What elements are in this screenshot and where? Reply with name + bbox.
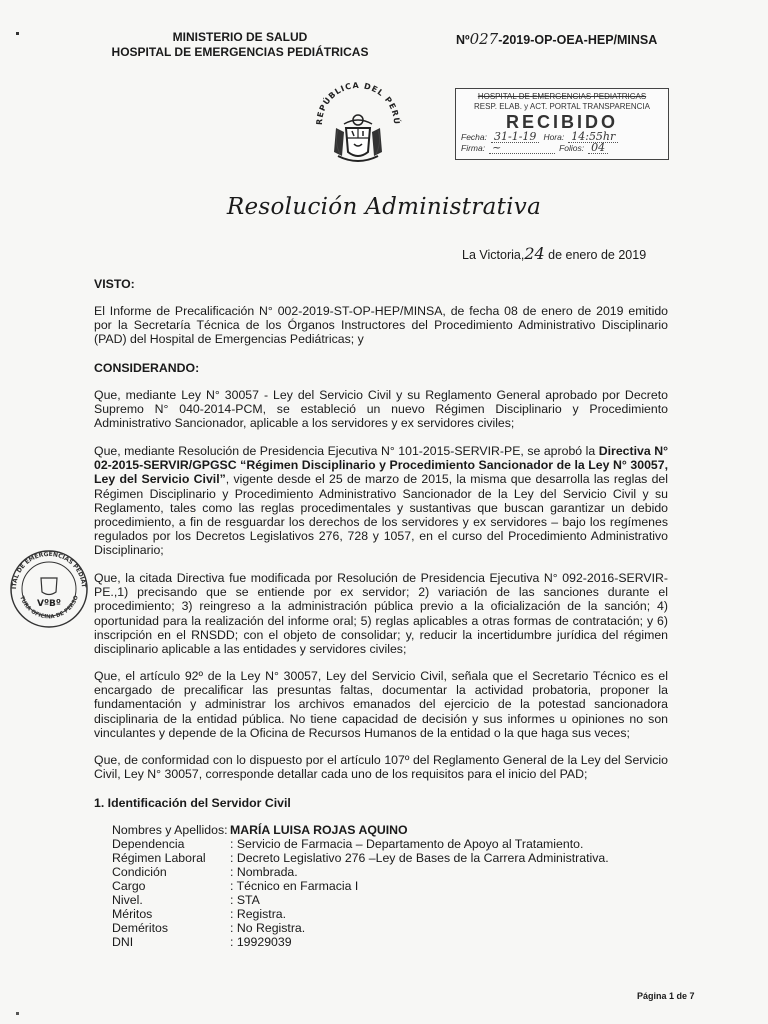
identification-label: Condición [112, 865, 167, 879]
identification-label: Régimen Laboral [112, 851, 206, 865]
page-number: Página 1 de 7 [637, 991, 695, 1001]
identification-row [112, 922, 672, 936]
document-title: Resolución Administrativa [226, 194, 542, 220]
identification-label: DNI [112, 935, 134, 949]
considerando-paragraph-1: Que, mediante Ley N° 30057 - Ley del Servicio Civil y su Reglamento General aprobado por Decreto Supremo N° 040-2014-PCM, se estableció un nuevo Régimen Disciplinario y Procedimiento Administrativo Sancionador, aplicable a los servidores y ex servidores civiles; [94, 388, 668, 431]
identification-value: : 19929039 [230, 935, 292, 949]
scan-speck [16, 32, 19, 35]
seal-arc-text: REPÚBLICA DEL PERÚ [314, 80, 402, 126]
handwritten-number: 027 [469, 30, 499, 48]
identification-row [112, 908, 672, 922]
considerando-heading: CONSIDERANDO: [94, 361, 200, 375]
svg-text:REPÚBLICA DEL PERÚ [315, 81, 403, 125]
visto-paragraph: El Informe de Precalificación N° 002-2019-ST-OP-HEP/MINSA, de fecha 08 de enero de 2019 emitido por la Secretaría Técnica de los Órganos Instructores del Procedimiento Administrativo Disciplinario (PAD) del Hospital de Emergencias Pediátricas; y [94, 304, 668, 347]
identification-value: : Decreto Legislativo 276 –Ley de Bases de la Carrera Administrativa. [230, 851, 609, 865]
identification-value: : Nombrada. [230, 865, 298, 879]
identification-value: MARÍA LUISA ROJAS AQUINO [230, 823, 408, 837]
identification-label: Dependencia [112, 837, 185, 851]
identification-value: : Servicio de Farmacia – Departamento de Apoyo al Tratamiento. [230, 837, 584, 851]
identification-row [112, 866, 672, 880]
personnel-office-seal [8, 548, 90, 630]
identification-row [112, 894, 672, 908]
identification-row [112, 852, 672, 866]
coat-of-arms-seal [308, 72, 408, 172]
identification-value: : Técnico en Farmacia I [230, 879, 359, 893]
identification-label: Nombres y Apellidos: [112, 823, 228, 837]
section-1-heading: 1. Identificación del Servidor Civil [94, 796, 291, 810]
identification-value: : STA [230, 893, 260, 907]
vb-mark: VºBº [37, 599, 61, 609]
document-date: La Victoria,24 de enero de 2019 [462, 244, 647, 263]
identification-label: Nivel. [112, 893, 143, 907]
seal-top-text: ITAL DE EMERGENCIAS PEDIÁT [10, 550, 88, 590]
identification-value: : No Registra. [230, 921, 306, 935]
identification-row [112, 880, 672, 894]
identification-label: Méritos [112, 907, 153, 921]
identification-row [112, 936, 672, 950]
seal-bottom-text: TURA OFICINA DE PERSO [18, 595, 80, 621]
scan-speck [16, 1012, 19, 1015]
received-stamp: HOSPITAL DE EMERGENCIAS PEDIATRICAS RESP. ELAB. y ACT. PORTAL TRANSPARENCIA RECIBIDO Fecha: 31-1-19 Hora: 14:55hr Firma: ~ Folios: 04 [455, 88, 669, 160]
servant-identification-table [112, 824, 672, 954]
identification-label: Cargo [112, 879, 146, 893]
identification-row [112, 838, 672, 852]
resolution-number: Nº027-2019-OP-OEA-HEP/MINSA [456, 30, 658, 48]
considerando-paragraph-4: Que, el artículo 92º de la Ley N° 30057, Ley del Servicio Civil, señala que el Secretario Técnico es el encargado de precalificar las presuntas faltas, documentar la actividad probatoria, proponer la fundamentación y administrar los archivos emanados del ejercicio de la potestad sancionadora disciplinaria de la entidad pública. No tiene capacidad de decisión y sus informes u opiniones no son vinculantes y depende de la Oficina de Recursos Humanos de la entidad o la que haga sus veces; [94, 669, 668, 740]
considerando-paragraph-3: Que, la citada Directiva fue modificada por Resolución de Presidencia Ejecutiva N° 092-2016-SERVIR-PE.,1) precisando que se entiende por ex servidor; 2) variación de las sanciones durante el procedimiento; 3) reingreso a la administración pública previo a la oficialización de la sanción; 4) oportunidad para la realización del informe oral; 5) reglas aplicables a otras formas de contratación; y 6) inscripción en el RNSDD; con el objeto de consolidar; y, reducir la incertidumbre jurídica del régimen disciplinario aplicable a las entidades y servidores civiles; [94, 571, 668, 657]
identification-row [112, 824, 672, 838]
considerando-paragraph-5: Que, de conformidad con lo dispuesto por el artículo 107º del Reglamento General de la Ley del Servicio Civil, Ley N° 30057, corresponde detallar cada uno de los requisitos para el inicio del PAD; [94, 753, 668, 782]
hospital-name: HOSPITAL DE EMERGENCIAS PEDIÁTRICAS [111, 45, 369, 59]
visto-heading: VISTO: [94, 277, 135, 291]
identification-value: : Registra. [230, 907, 287, 921]
signature-scribble: ~ [489, 143, 555, 154]
ministry-name: MINISTERIO DE SALUD [172, 30, 308, 44]
identification-label: Deméritos [112, 921, 169, 935]
considerando-paragraph-2: Que, mediante Resolución de Presidencia Ejecutiva N° 101-2015-SERVIR-PE, se aprobó la Directiva N° 02-2015-SERVIR/GPGSC “Régimen Disciplinario y Procedimiento Sancionador de la Ley N° 30057, Ley del Servicio Civil”, vigente desde el 25 de marzo de 2015, la misma que desarrolla las reglas del Régimen Disciplinario y Procedimiento Administrativo Sancionador de la Ley del Servicio Civil y su Reglamento, tales como las reglas procedimentales y sustantivas que buscan garantizar un debido procedimiento, a fin de resguardar los derechos de los servidores y ex servidores – bajo los regímenes regulados por los Decretos Legislativos 276, 728 y 1057, en el curso del Procedimiento Administrativo Disciplinario; [94, 444, 668, 558]
received-word: RECIBIDO [505, 112, 618, 132]
